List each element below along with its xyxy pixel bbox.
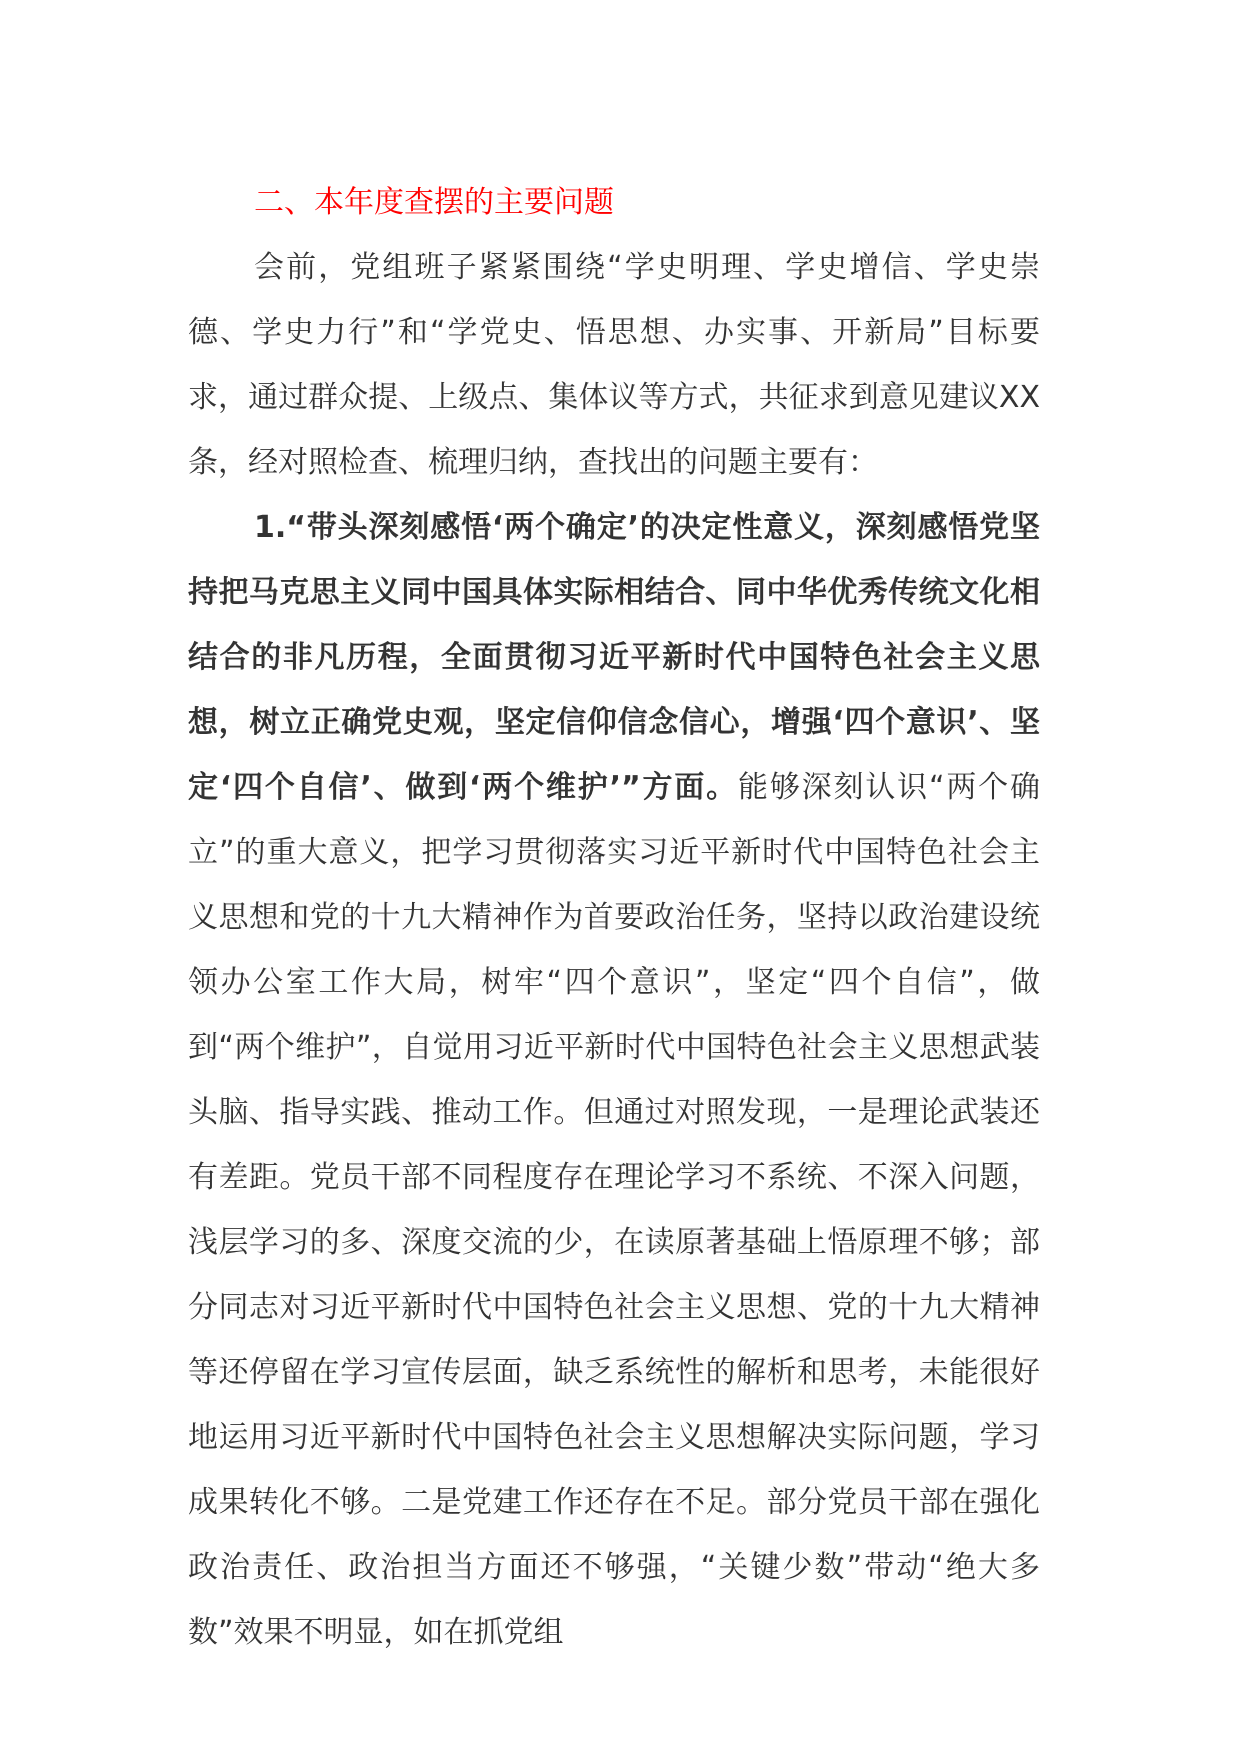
item-1-title: 1.“带头深刻感悟‘两个确定’的决定性意义，深刻感悟党坚持把马克思主义同中国具体实际相结合、同中华优秀传统文化相结合的非凡历程，全面贯彻习近平新时代中国特色社会主义思想，树立正确党史观，坚定信仰信念信心，增强‘四个意识’、坚定‘四个自信’、做到‘两个维护’”方面。 (188, 510, 1040, 805)
intro-paragraph: 会前，党组班子紧紧围绕“学史明理、学史增信、学史崇德、学史力行”和“学党史、悟思想、办实事、开新局”目标要求，通过群众提、上级点、集体议等方式，共征求到意见建议XX条，经对照检查、梳理归纳，查找出的问题主要有： (188, 250, 1040, 480)
document-body (188, 170, 1040, 1665)
item-1-body: 能够深刻认识“两个确立”的重大意义，把学习贯彻落实习近平新时代中国特色社会主义思想和党的十九大精神作为首要政治任务，坚持以政治建设统领办公室工作大局，树牢“四个意识”，坚定“四个自信”，做到“两个维护”，自觉用习近平新时代中国特色社会主义思想武装头脑、指导实践、推动工作。但通过对照发现，一是理论武装还有差距。党员干部不同程度存在理论学习不系统、不深入问题，浅层学习的多、深度交流的少，在读原著基础上悟原理不够；部分同志对习近平新时代中国特色社会主义思想、党的十九大精神等还停留在学习宣传层面，缺乏系统性的解析和思考，未能很好地运用习近平新时代中国特色社会主义思想解决实际问题，学习成果转化不够。二是党建工作还存在不足。部分党员干部在强化政治责任、政治担当方面还不够强，“关键少数”带动“绝大多数”效果不明显，如在抓党组 (188, 770, 1040, 1650)
section-heading: 二、本年度查摆的主要问题 (254, 185, 614, 220)
item-1-paragraph (188, 495, 1040, 1665)
